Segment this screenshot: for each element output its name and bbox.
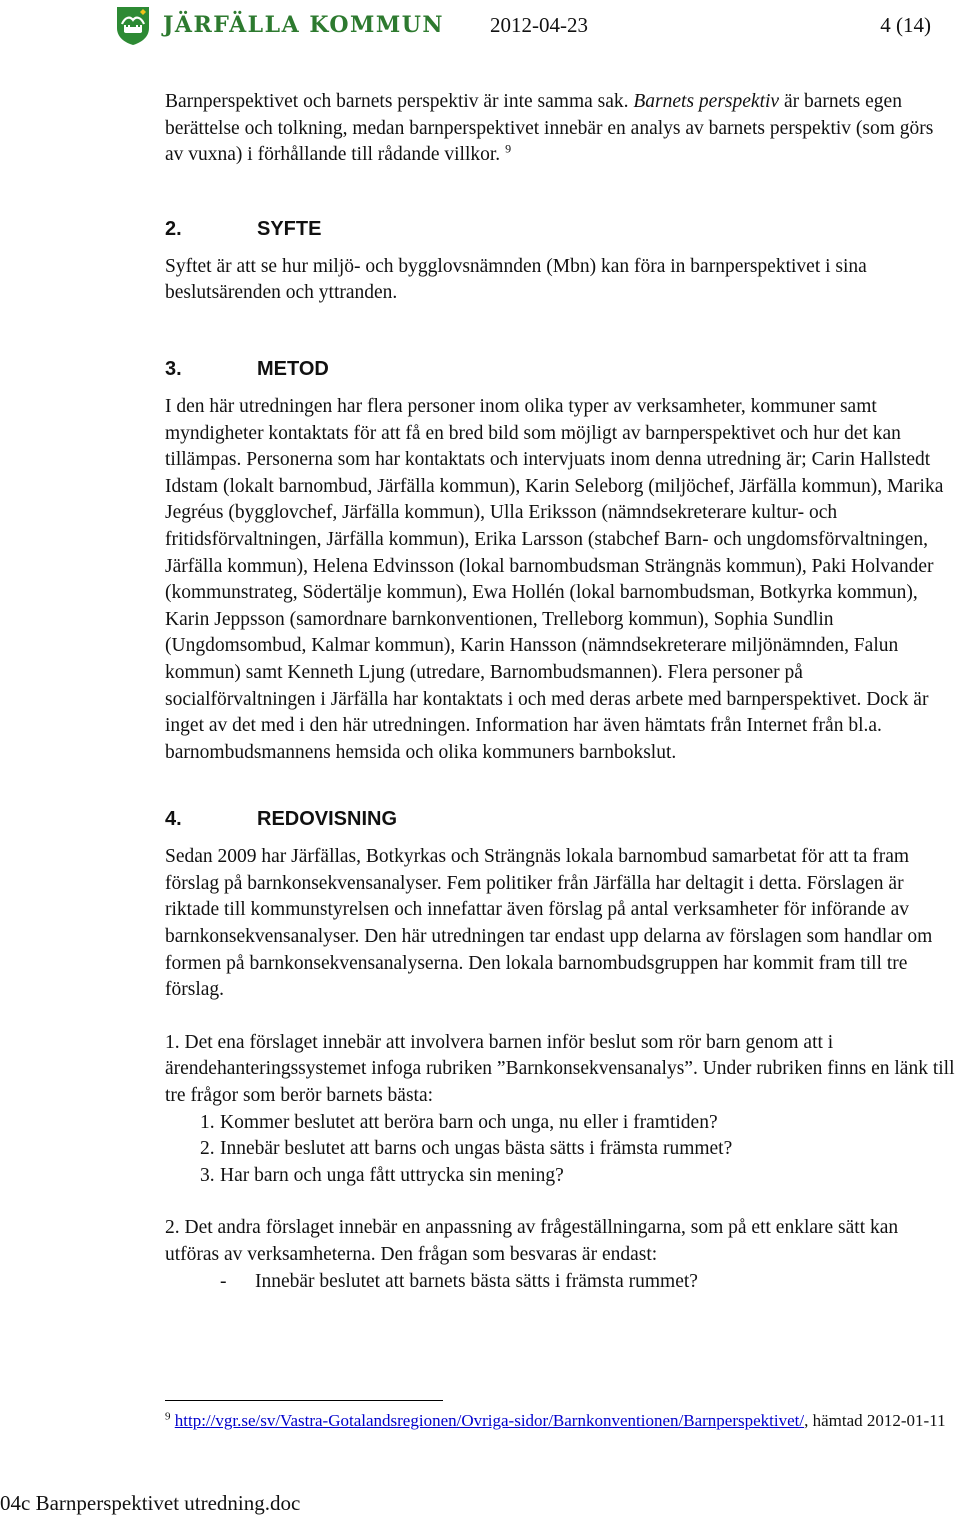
footer-filename: 04c Barnperspektivet utredning.doc — [0, 1491, 301, 1515]
section-body-redovisning: Sedan 2009 har Järfällas, Botkyrkas och Strängnäs lokala barnombud samarbetat för att ta fram förslag på barnkonsekvensanalyser. Fem politiker från Järfälla har deltagit i detta. Förslagen är riktade till kommunstyrelsen och innefattar även förslag på antal verksamheter för införande av barnkonsekvensanalyser. Den här utredningen tar endast upp delarna av förslagen som handlar om formen på barnkonsekvensanalyserna. Den lokala barnombudsgruppen har kommit fram till tre förslag. — [165, 846, 933, 1001]
document-date: 2012-04-23 — [490, 13, 588, 37]
section-heading-syfte — [165, 214, 955, 244]
intro-paragraph — [165, 89, 955, 169]
section-title: SYFTE — [257, 217, 322, 240]
list-item — [165, 1136, 955, 1163]
section-heading-redovisning — [165, 804, 955, 834]
list-number: 1. — [200, 1111, 215, 1133]
list-number: 2. — [200, 1138, 215, 1160]
dash-marker: - — [220, 1270, 227, 1292]
jarfalla-coat-of-arms-icon — [116, 6, 150, 46]
intro-text: Barnperspektivet och barnets perspektiv är inte samma sak. — [165, 91, 634, 112]
footnote-link[interactable]: http://vgr.se/sv/Vastra-Gotalandsregionen/Ovriga-sidor/Barnkonventionen/Barnperspektivet/ — [174, 1411, 805, 1430]
footnote-suffix: , hämtad 2012-01-11 — [804, 1411, 946, 1430]
organization-name: JÄRFÄLLA KOMMUN — [163, 12, 445, 38]
document-body — [165, 89, 955, 1295]
page-header — [0, 0, 960, 60]
proposal-2: 2. Det andra förslaget innebär en anpassning av frågeställningarna, som på ett enklare sätt kan utföras av verksamheterna. Den frågan som besvaras är endast: — [165, 1217, 899, 1265]
list-number: 3. — [200, 1164, 215, 1186]
list-item — [165, 1163, 955, 1190]
page-number: 4 (14) — [880, 13, 931, 37]
footnote-separator — [165, 1400, 443, 1401]
section-title: REDOVISNING — [257, 808, 398, 831]
section-body-metod: I den här utredningen har flera personer inom olika typer av verksamheter, kommuner samt myndigheter kontaktats för att få en bred bild som möjligt av barnperspektivet och hur det kan tillämpas. Personerna som har kontaktats och intervjuats inom denna utredning är; Carin Hallstedt Idstam (lokalt barnombud, Järfälla kommun), Karin Seleborg (miljöchef, Järfälla kommun), Marika Jegréus (bygglovchef, Järfälla kommun), Ulla Eriksson (nämndsekreterare kultur- och fritidsförvaltningen, Järfälla kommun), Erika Larsson (stabchef Barn- och ungdomsförvaltningen, Järfälla kommun), Helena Edvinsson (lokal barnombudsman Strängnäs kommun), Paki Holvander (kommunstrateg, Södertälje kommun), Ewa Hollén (lokal barnombudsman, Botkyrka kommun), Karin Jeppsson (samordnare barnkonventionen, Trelleborg kommun), Sophia Sundlin (Ungdomsombud, Kalmar kommun), Karin Hansson (nämndsekreterare miljönämnden, Falun kommun) samt Kenneth Ljung (utredare, Barnombudsmannen). Flera personer på socialförvaltningen i Järfälla har kontaktats i och med deras arbete med barnperspektivet. Dock är inget av det med i den här utredningen. Information har även hämtats från Internet från bl.a. barnombudsmannens hemsida och olika kommuners barnbokslut. — [165, 395, 944, 763]
question-list — [165, 1110, 955, 1190]
section-heading-metod — [165, 354, 955, 384]
footnote-ref[interactable]: 9 — [505, 141, 512, 156]
list-item — [165, 1110, 955, 1137]
dash-text: Innebär beslutet att barnets bästa sätts i främsta rummet? — [255, 1270, 698, 1292]
section-number: 4. — [165, 808, 182, 831]
section-number: 2. — [165, 217, 182, 240]
proposal-1: 1. Det ena förslaget innebär att involvera barnen inför beslut som rör barn genom att i ärendehanteringssystemet infoga rubriken ”Barnkonsekvensanalys”. Under rubriken finns en länk till tre frågor som berör barnets bästa: — [165, 1031, 955, 1107]
intro-text-continued: är barnets egen berättelse och tolkning, medan barnperspektivet innebär en analys av barnets perspektiv (som görs av vuxna) i förhållande till rådande villkor. — [165, 91, 934, 166]
section-title: METOD — [257, 357, 329, 380]
section-number: 3. — [165, 357, 182, 380]
footnote-number: 9 — [165, 1410, 171, 1423]
list-text: Innebär beslutet att barns och ungas bästa sätts i främsta rummet? — [220, 1138, 733, 1160]
section-body-syfte: Syftet är att se hur miljö- och bygglovsnämnden (Mbn) kan föra in barnperspektivet i sina beslutsärenden och yttranden. — [165, 255, 867, 304]
list-text: Har barn och unga fått uttrycka sin mening? — [220, 1164, 564, 1186]
footnote — [165, 1410, 955, 1432]
list-text: Kommer beslutet att beröra barn och unga, nu eller i framtiden? — [220, 1111, 718, 1133]
dash-item — [165, 1269, 955, 1296]
intro-emphasis: Barnets perspektiv — [633, 91, 780, 112]
